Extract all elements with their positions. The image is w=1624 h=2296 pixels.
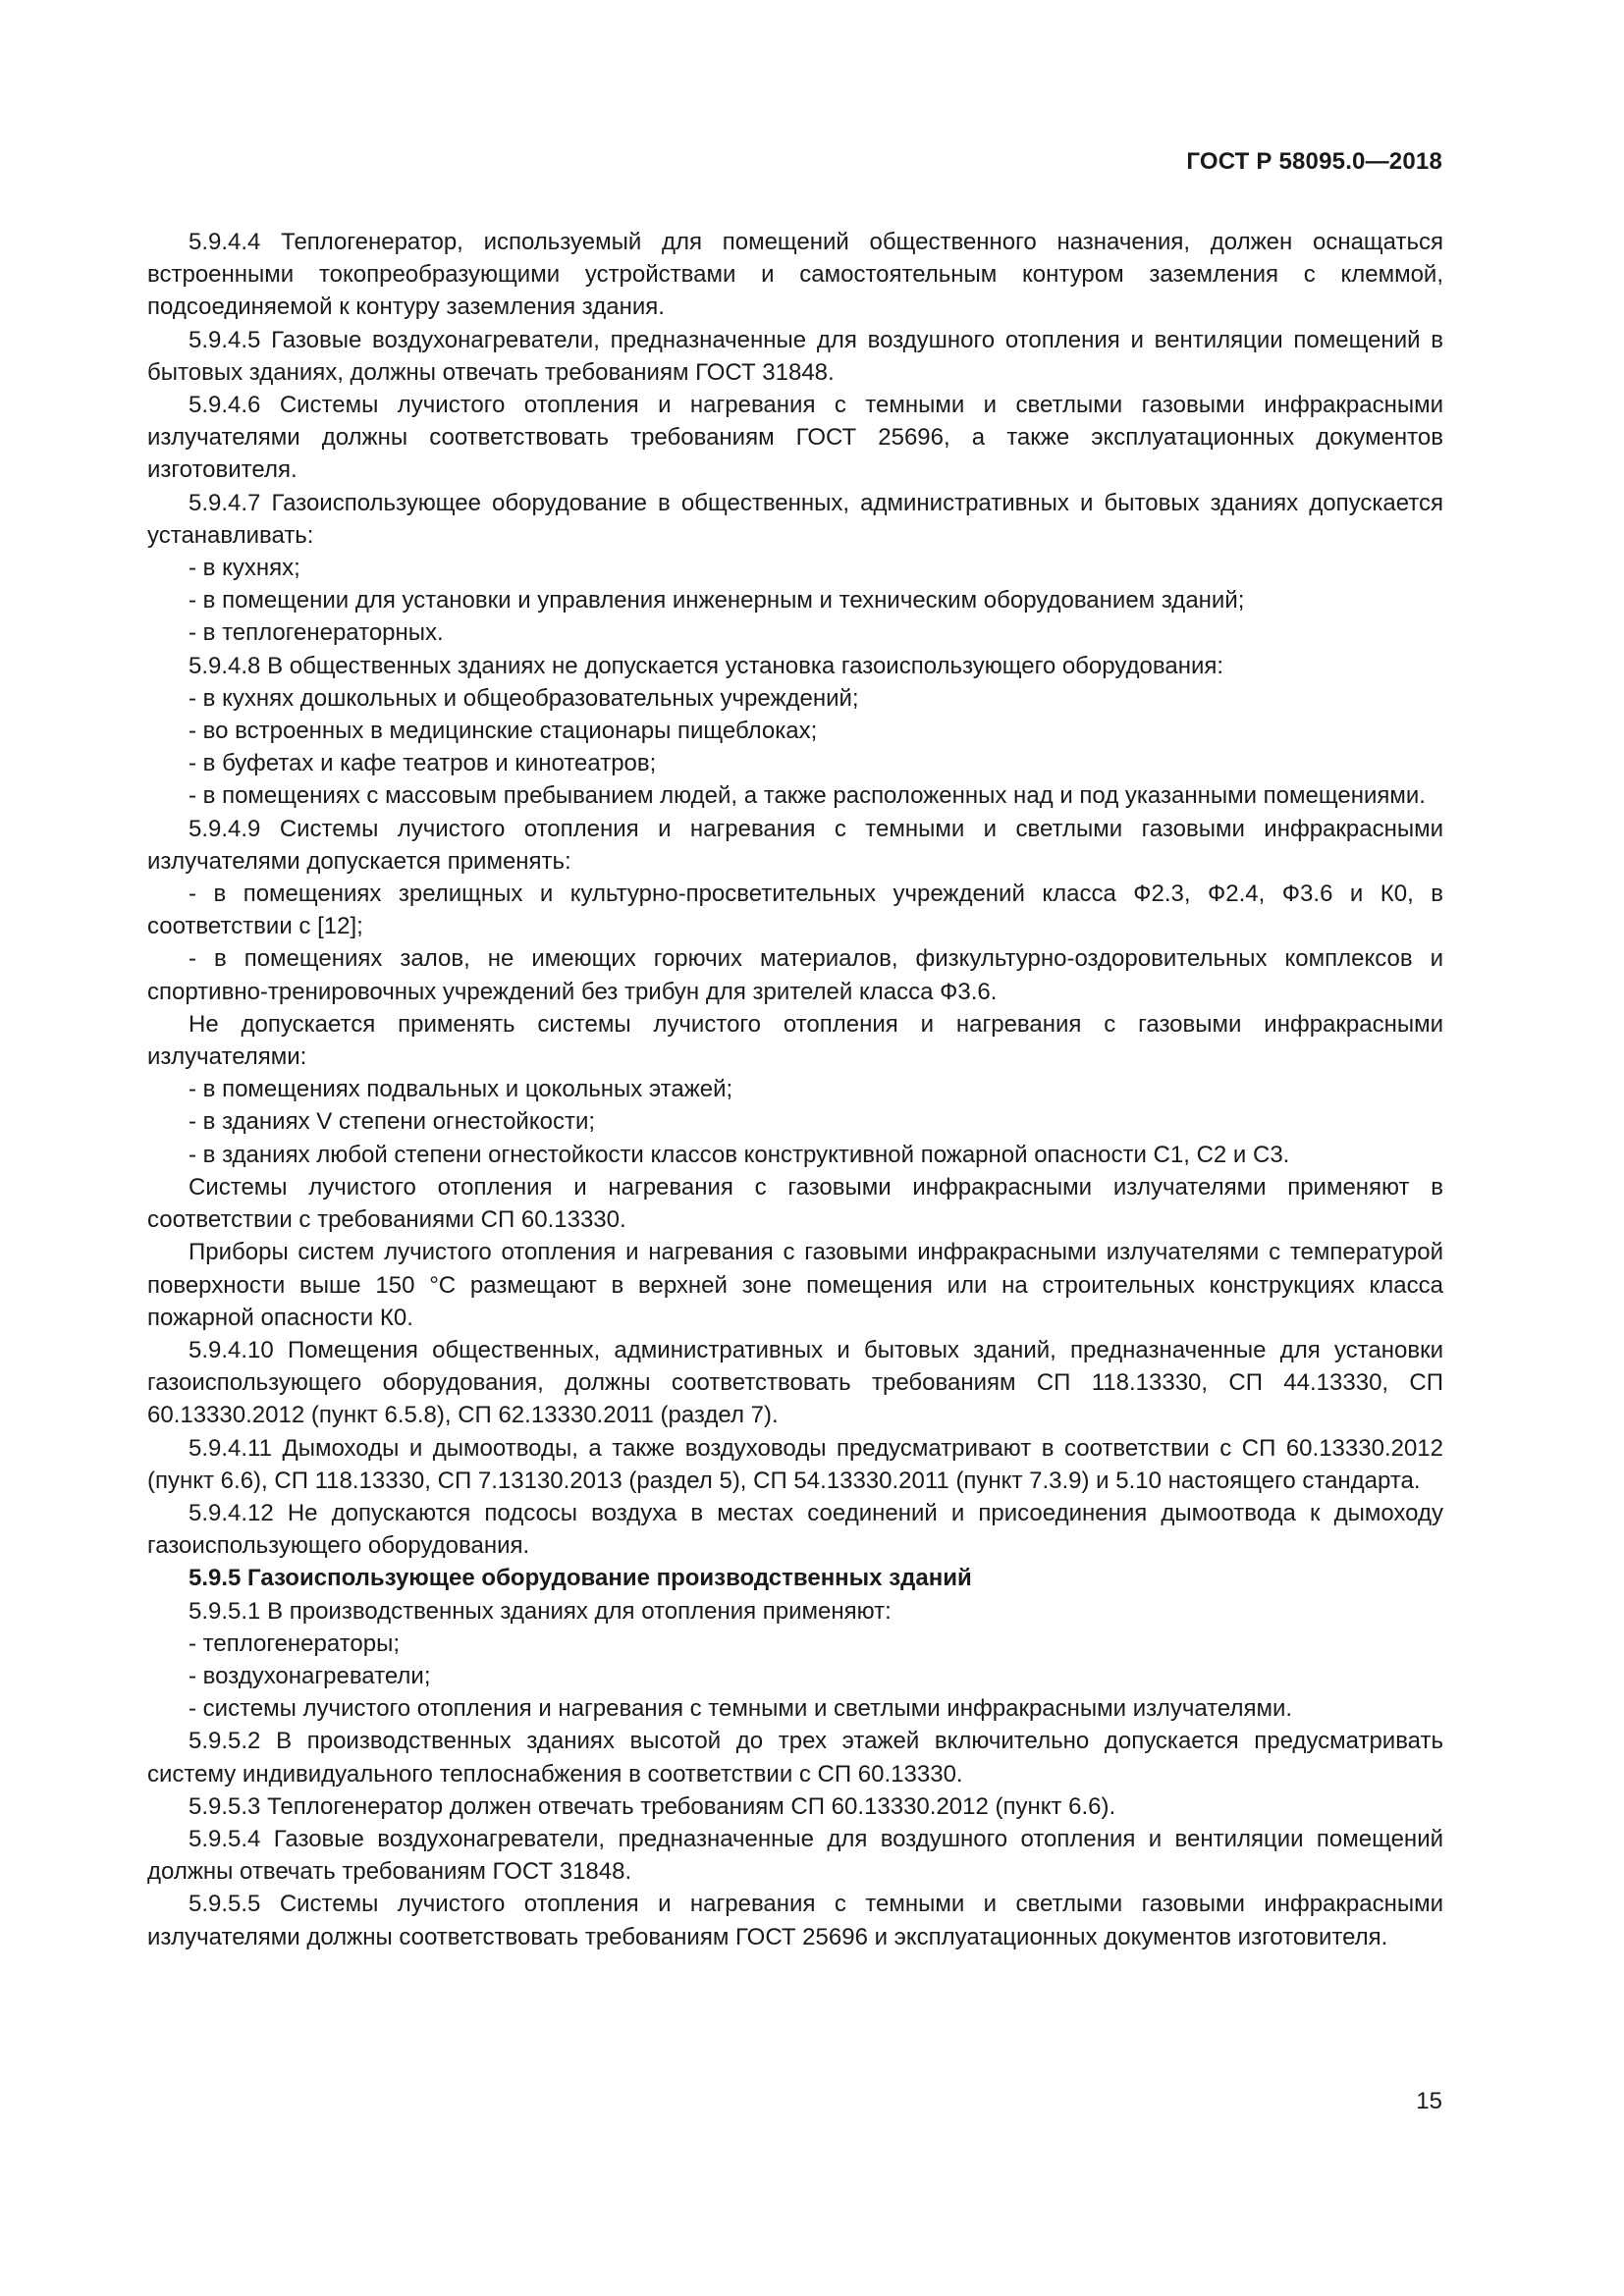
list-item: - в помещениях подвальных и цокольных этажей; <box>189 1076 733 1103</box>
document-header-standard: ГОСТ Р 58095.0—2018 <box>1186 148 1442 175</box>
paragraph-5-9-4-12: 5.9.4.12 Не допускаются подсосы воздуха в местах соединений и присоединения дымоотвода к дымоходу газоиспользующего оборудования. <box>147 1499 1443 1560</box>
list-item: - системы лучистого отопления и нагревания с темными и светлыми инфракрасными излучателями. <box>189 1695 1293 1723</box>
paragraph-5-9-4-7: 5.9.4.7 Газоиспользующее оборудование в общественных, административных и бытовых зданиях допускается устанавливать: <box>147 489 1443 549</box>
paragraph: Системы лучистого отопления и нагревания с газовыми инфракрасными излучателями применяют в соответствии с требованиями СП 60.13330. <box>147 1173 1443 1234</box>
paragraph-5-9-5-4: 5.9.5.4 Газовые воздухонагреватели, предназначенные для воздушного отопления и вентиляции помещений должны отвечать требованиям ГОСТ 31848. <box>147 1825 1443 1886</box>
paragraph-5-9-5-2: 5.9.5.2 В производственных зданиях высотой до трех этажей включительно допускается предусматривать систему индивидуального теплоснабжения в соответствии с СП 60.13330. <box>147 1728 1443 1788</box>
paragraph: Не допускается применять системы лучистого отопления и нагревания с газовыми инфракрасными излучателями: <box>147 1010 1443 1071</box>
paragraph-5-9-5-1: 5.9.5.1 В производственных зданиях для отопления применяют: <box>189 1597 892 1625</box>
list-item: - в кухнях; <box>189 555 300 582</box>
paragraph-5-9-4-9: 5.9.4.9 Системы лучистого отопления и нагревания с темными и светлыми газовыми инфракрасными излучателями допускается применять: <box>147 815 1443 875</box>
paragraph-5-9-4-4: 5.9.4.4 Теплогенератор, используемый для помещений общественного назначения, должен оснащаться встроенными токопреобразующими устройствами и самостоятельным контуром заземления с клеммой, подсоединяемой к контуру заземления здания. <box>147 229 1443 321</box>
list-item: - теплогенераторы; <box>189 1629 401 1657</box>
list-item: - в зданиях V степени огнестойкости; <box>189 1108 596 1136</box>
paragraph-5-9-4-5: 5.9.4.5 Газовые воздухонагреватели, предназначенные для воздушного отопления и вентиляции помещений в бытовых зданиях, должны отвечать требованиям ГОСТ 31848. <box>147 326 1443 386</box>
list-item: - в помещениях зрелищных и культурно-просветительных учреждений класса Ф2.3, Ф2.4, Ф3.6 и К0, в соответствии с [12]; <box>147 881 1443 940</box>
list-item: - в буфетах и кафе театров и кинотеатров; <box>189 750 657 777</box>
list-item: - в зданиях любой степени огнестойкости классов конструктивной пожарной опасности С1, С2 и С3. <box>189 1141 1290 1168</box>
document-body <box>147 226 1443 1953</box>
list-item: - в помещениях с массовым пребыванием людей, а также расположенных над и под указанными помещениями. <box>189 782 1426 810</box>
section-heading-5-9-5: 5.9.5 Газоиспользующее оборудование производственных зданий <box>189 1565 972 1592</box>
list-item: - во встроенных в медицинские стационары пищеблоках; <box>189 718 818 745</box>
paragraph-5-9-4-11: 5.9.4.11 Дымоходы и дымоотводы, а также воздуховоды предусматривают в соответствии с СП 60.13330.2012 (пункт 6.6), СП 118.13330, СП 7.13130.2013 (раздел 5), СП 54.13330.2011 (пункт 7.3.9) и 5.10 настоящего стандарта. <box>147 1434 1443 1494</box>
list-item: - в теплогенераторных. <box>189 619 444 647</box>
paragraph-5-9-4-10: 5.9.4.10 Помещения общественных, административных и бытовых зданий, предназначенные для установки газоиспользующего оборудования, должны соответствовать требованиям СП 118.13330, СП 44.13330, СП 60.13330.2012 (пункт 6.5.8), СП 62.13330.2011 (раздел 7). <box>147 1336 1443 1429</box>
paragraph-5-9-4-8: 5.9.4.8 В общественных зданиях не допускается установка газоиспользующего оборудования: <box>189 652 1224 679</box>
paragraph: Приборы систем лучистого отопления и нагревания с газовыми инфракрасными излучателями с температурой поверхности выше 150 °С размещают в верхней зоне помещения или на строительных конструкциях класса пожарной опасности К0. <box>147 1239 1443 1331</box>
list-item: - в помещениях залов, не имеющих горючих материалов, физкультурно-оздоровительных комплексов и спортивно-тренировочных учреждений без трибун для зрителей класса Ф3.6. <box>147 945 1443 1005</box>
list-item: - в помещении для установки и управления инженерным и техническим оборудованием зданий; <box>189 587 1245 614</box>
paragraph-5-9-4-6: 5.9.4.6 Системы лучистого отопления и нагревания с темными и светлыми газовыми инфракрасными излучателями должны соответствовать требованиям ГОСТ 25696, а также эксплуатационных документов изготовителя. <box>147 392 1443 484</box>
list-item: - воздухонагреватели; <box>189 1662 431 1689</box>
list-item: - в кухнях дошкольных и общеобразовательных учреждений; <box>189 684 859 712</box>
page-number: 15 <box>1416 2088 1442 2114</box>
paragraph-5-9-5-5: 5.9.5.5 Системы лучистого отопления и нагревания с темными и светлыми газовыми инфракрасными излучателями должны соответствовать требованиям ГОСТ 25696 и эксплуатационных документов изготовителя. <box>147 1891 1443 1950</box>
paragraph-5-9-5-3: 5.9.5.3 Теплогенератор должен отвечать требованиям СП 60.13330.2012 (пункт 6.6). <box>189 1792 1116 1820</box>
